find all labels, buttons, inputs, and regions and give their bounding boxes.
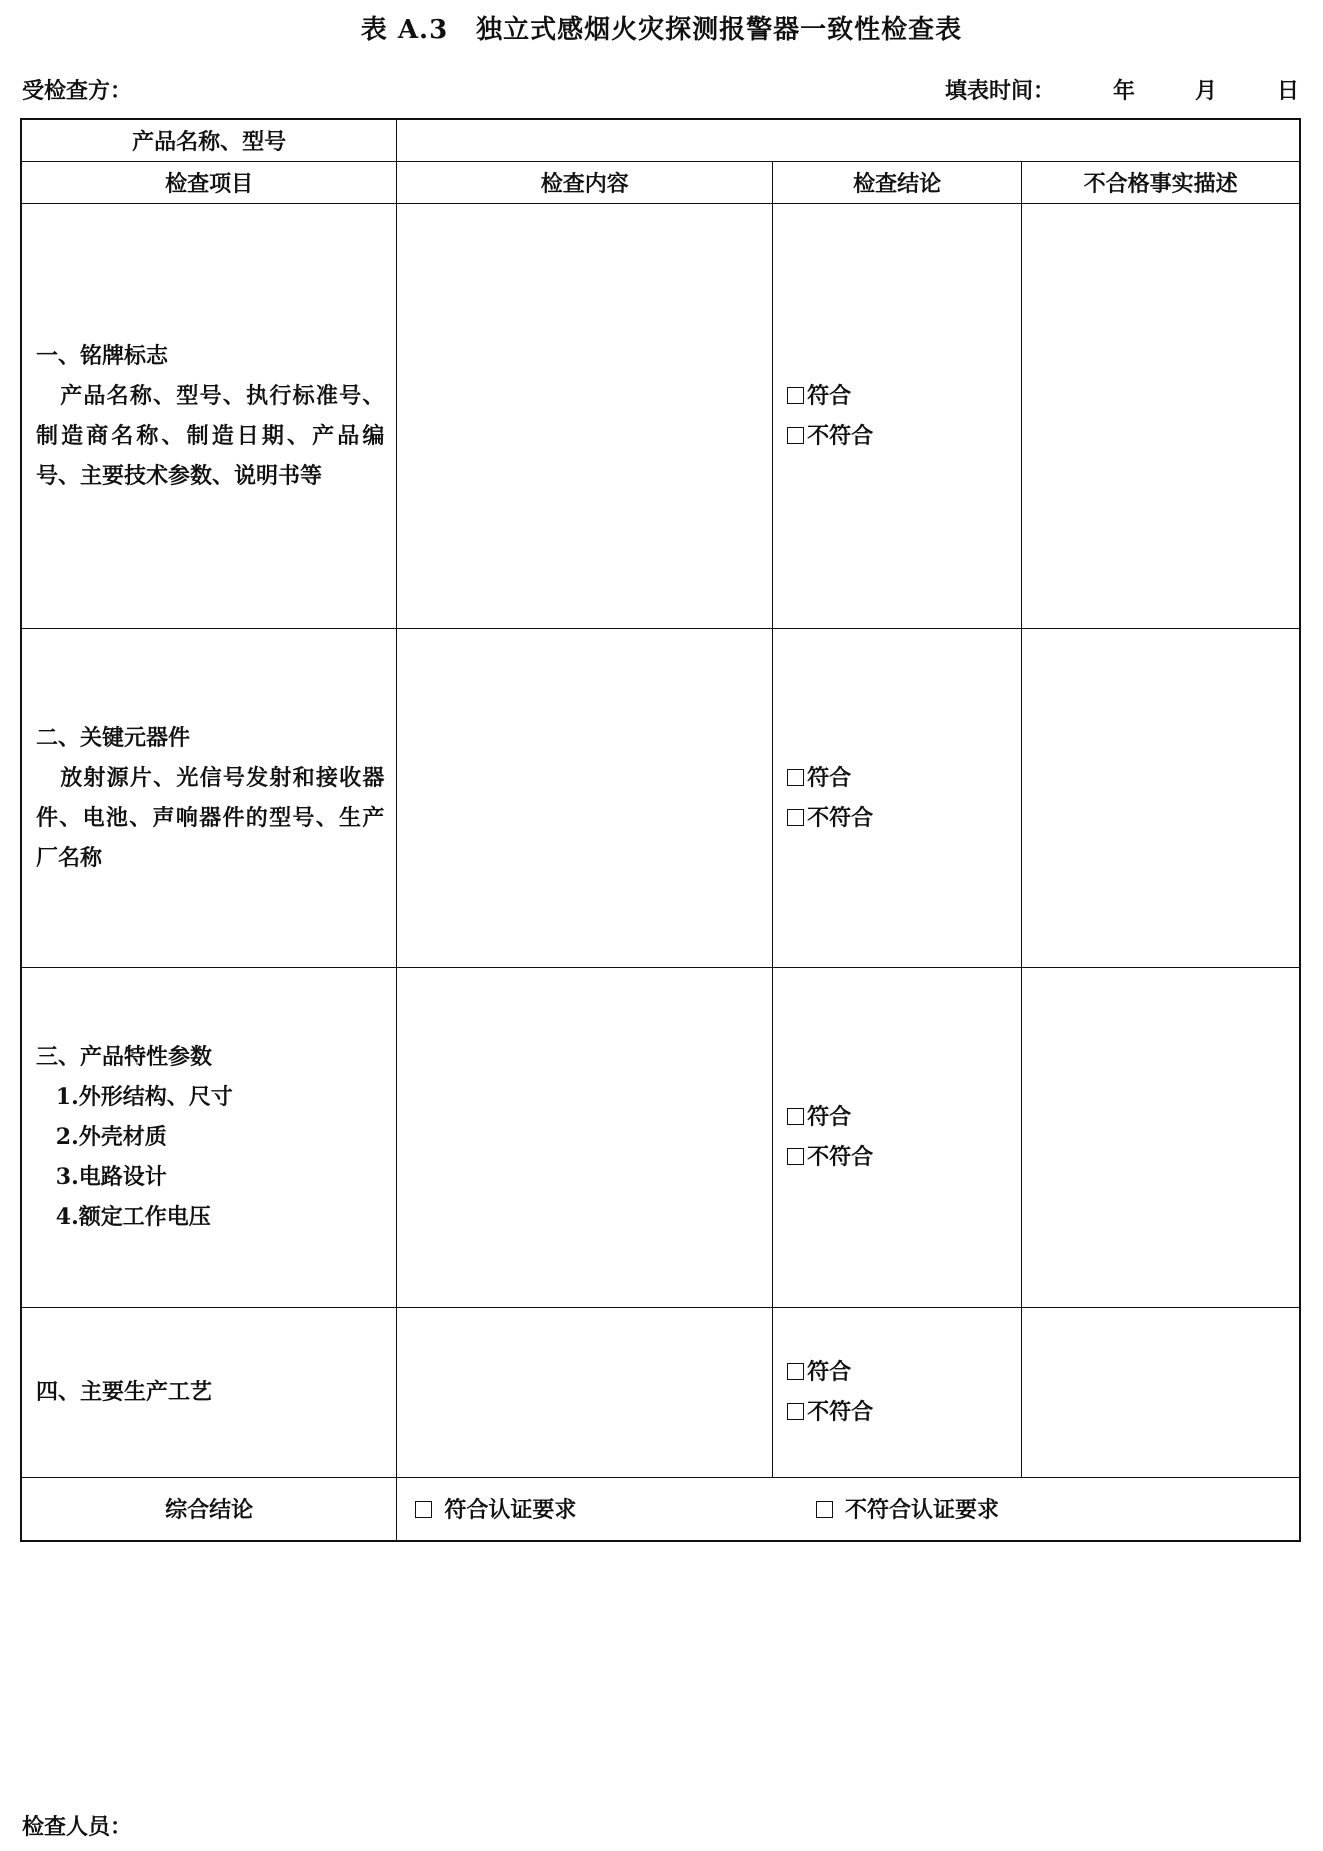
option-conform[interactable] bbox=[787, 376, 1021, 416]
check-item-1 bbox=[21, 203, 397, 628]
option-label: 符合 bbox=[807, 1104, 852, 1130]
check-subitem: 2.外壳材质 bbox=[55, 1124, 167, 1150]
year-label: 年 bbox=[1112, 78, 1135, 104]
check-subitem: 3.电路设计 bbox=[55, 1164, 167, 1190]
nonconformity-description-cell[interactable] bbox=[1022, 1307, 1300, 1477]
checkbox-icon[interactable] bbox=[787, 1403, 804, 1420]
summary-row bbox=[21, 1477, 1300, 1541]
check-content-cell[interactable] bbox=[397, 628, 773, 967]
checkbox-icon[interactable] bbox=[787, 1363, 804, 1380]
check-conclusion-cell bbox=[773, 967, 1022, 1307]
column-header-content: 检查内容 bbox=[397, 161, 773, 203]
checkbox-icon[interactable] bbox=[787, 1108, 804, 1125]
option-nonconform[interactable] bbox=[787, 1137, 1021, 1177]
column-header-nonconformity: 不合格事实描述 bbox=[1022, 161, 1300, 203]
checkbox-icon[interactable] bbox=[787, 769, 804, 786]
table-row bbox=[21, 203, 1300, 628]
check-content-cell[interactable] bbox=[397, 967, 773, 1307]
option-meets-requirements[interactable] bbox=[415, 1493, 576, 1524]
nonconformity-description-cell[interactable] bbox=[1022, 203, 1300, 628]
column-header-row bbox=[21, 161, 1300, 203]
check-conclusion-cell bbox=[773, 203, 1022, 628]
check-subitem: 4.额定工作电压 bbox=[55, 1204, 211, 1230]
option-label: 不符合 bbox=[807, 1144, 874, 1170]
checkbox-icon[interactable] bbox=[787, 427, 804, 444]
option-nonconform[interactable] bbox=[787, 1392, 1021, 1432]
inspection-table bbox=[20, 118, 1301, 1542]
fill-time-label: 填表时间： bbox=[944, 78, 1055, 104]
check-conclusion-cell bbox=[773, 1307, 1022, 1477]
document-title bbox=[0, 10, 1323, 50]
check-item-description: 放射源片、光信号发射和接收器件、电池、声响器件的型号、生产厂名称 bbox=[36, 764, 385, 871]
check-subitem: 1.外形结构、尺寸 bbox=[55, 1084, 233, 1110]
option-conform[interactable] bbox=[787, 1352, 1021, 1392]
check-item-heading: 一、铭牌标志 bbox=[36, 342, 169, 369]
check-item-4 bbox=[21, 1307, 397, 1477]
checkbox-icon[interactable] bbox=[787, 387, 804, 404]
check-content-cell[interactable] bbox=[397, 203, 773, 628]
check-conclusion-cell bbox=[773, 628, 1022, 967]
summary-options-cell bbox=[397, 1477, 1300, 1541]
product-row bbox=[21, 119, 1300, 161]
option-label: 符合认证要求 bbox=[444, 1497, 577, 1524]
option-conform[interactable] bbox=[787, 1097, 1021, 1137]
table-row bbox=[21, 1307, 1300, 1477]
check-content-cell[interactable] bbox=[397, 1307, 773, 1477]
option-label: 符合 bbox=[807, 764, 852, 791]
option-label: 不符合认证要求 bbox=[845, 1497, 1000, 1524]
checkbox-icon[interactable] bbox=[787, 1148, 804, 1165]
check-item-description: 产品名称、型号、执行标准号、制造商名称、制造日期、产品编号、主要技术参数、说明书等 bbox=[36, 382, 385, 489]
option-conform[interactable] bbox=[787, 758, 1021, 798]
checkbox-icon[interactable] bbox=[787, 809, 804, 826]
checkbox-icon[interactable] bbox=[816, 1501, 833, 1518]
summary-label: 综合结论 bbox=[21, 1477, 397, 1541]
column-header-item: 检查项目 bbox=[21, 161, 397, 203]
option-label: 符合 bbox=[807, 1359, 852, 1385]
inspector-label: 检查人员： bbox=[22, 1814, 133, 1840]
check-item-3 bbox=[21, 967, 397, 1307]
table-row bbox=[21, 628, 1300, 967]
option-label: 符合 bbox=[807, 382, 852, 409]
table-title: 独立式感烟火灾探测报警器一致性检查表 bbox=[476, 15, 963, 45]
checkbox-icon[interactable] bbox=[415, 1501, 432, 1518]
option-nonconform[interactable] bbox=[787, 798, 1021, 838]
option-label: 不符合 bbox=[807, 422, 874, 449]
option-label: 不符合 bbox=[807, 804, 874, 831]
option-fails-requirements[interactable] bbox=[816, 1493, 999, 1524]
check-item-heading: 四、主要生产工艺 bbox=[36, 1379, 213, 1405]
nonconformity-description-cell[interactable] bbox=[1022, 967, 1300, 1307]
option-nonconform[interactable] bbox=[787, 416, 1021, 456]
table-row bbox=[21, 967, 1300, 1307]
column-header-conclusion: 检查结论 bbox=[773, 161, 1022, 203]
fill-time-group bbox=[945, 74, 1299, 108]
option-label: 不符合 bbox=[807, 1399, 874, 1425]
check-item-heading: 二、关键元器件 bbox=[36, 724, 191, 751]
table-code: 表 A.3 bbox=[360, 15, 449, 45]
nonconformity-description-cell[interactable] bbox=[1022, 628, 1300, 967]
product-name-label: 产品名称、型号 bbox=[21, 119, 397, 161]
month-label: 月 bbox=[1194, 78, 1217, 104]
day-label: 日 bbox=[1276, 78, 1299, 104]
check-item-heading: 三、产品特性参数 bbox=[36, 1044, 213, 1070]
check-item-2 bbox=[21, 628, 397, 967]
product-name-value[interactable] bbox=[397, 119, 1300, 161]
inspected-party-label: 受检查方： bbox=[22, 78, 133, 104]
